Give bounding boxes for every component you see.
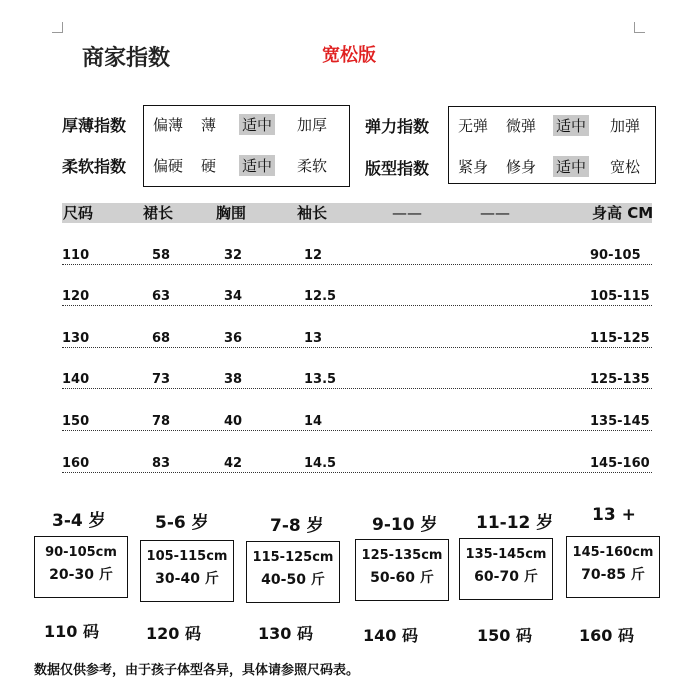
height-range: 105-115cm bbox=[146, 549, 228, 564]
cell-skirt-length: 63 bbox=[152, 289, 171, 304]
cell-bust: 40 bbox=[224, 414, 243, 429]
row-dotted-divider bbox=[62, 472, 652, 473]
weight-range: 60-70 斤 bbox=[474, 569, 538, 585]
header-size: 尺码 bbox=[63, 204, 94, 222]
size-code: 110 码 bbox=[44, 622, 99, 641]
age-size-box bbox=[459, 538, 553, 600]
cell-sleeve-length: 12.5 bbox=[304, 289, 337, 304]
cell-size: 140 bbox=[62, 372, 90, 387]
row-dotted-divider bbox=[62, 388, 652, 389]
cell-sleeve-length: 12 bbox=[304, 248, 323, 263]
elasticity-option-selected: 适中 bbox=[553, 115, 589, 136]
cell-sleeve-length: 13.5 bbox=[304, 372, 337, 387]
cell-size: 150 bbox=[62, 414, 90, 429]
size-code: 150 码 bbox=[477, 626, 532, 645]
height-range: 145-160cm bbox=[572, 545, 654, 560]
age-size-box bbox=[566, 536, 660, 598]
row-dotted-divider bbox=[62, 264, 652, 265]
fit-option: 紧身 bbox=[458, 158, 489, 176]
header-height: 身高 CM bbox=[592, 204, 654, 222]
elasticity-option: 加弹 bbox=[610, 117, 641, 135]
softness-option-selected: 适中 bbox=[239, 155, 275, 176]
cell-sleeve-length: 14.5 bbox=[304, 456, 337, 471]
cell-skirt-length: 78 bbox=[152, 414, 171, 429]
cell-bust: 38 bbox=[224, 372, 243, 387]
elasticity-option: 无弹 bbox=[458, 117, 489, 135]
cell-bust: 32 bbox=[224, 248, 243, 263]
weight-range: 30-40 斤 bbox=[155, 571, 219, 587]
page-title: 商家指数 bbox=[82, 45, 171, 71]
thickness-option-selected: 适中 bbox=[239, 114, 275, 135]
fit-badge: 宽松版 bbox=[322, 45, 376, 66]
cell-height: 145-160 bbox=[590, 456, 650, 471]
cell-height: 135-145 bbox=[590, 414, 650, 429]
cell-height: 115-125 bbox=[590, 331, 650, 346]
disclaimer-note: 数据仅供参考，由于孩子体型各异，具体请参照尺码表。 bbox=[34, 663, 360, 678]
height-range: 90-105cm bbox=[45, 545, 117, 560]
elasticity-index-label: 弹力指数 bbox=[365, 117, 430, 136]
row-dotted-divider bbox=[62, 430, 652, 431]
fit-option: 宽松 bbox=[610, 158, 641, 176]
size-code: 130 码 bbox=[258, 624, 313, 643]
cell-bust: 36 bbox=[224, 331, 243, 346]
weight-range: 40-50 斤 bbox=[261, 572, 325, 588]
age-size-box bbox=[140, 540, 234, 602]
age-label: 5-6 岁 bbox=[155, 513, 209, 533]
softness-option: 柔软 bbox=[297, 157, 328, 175]
age-size-box bbox=[355, 539, 449, 601]
weight-range: 50-60 斤 bbox=[370, 570, 434, 586]
height-range: 125-135cm bbox=[361, 548, 443, 563]
age-label: 13 + bbox=[592, 505, 636, 525]
age-label: 7-8 岁 bbox=[270, 516, 324, 536]
row-dotted-divider bbox=[62, 347, 652, 348]
cell-height: 90-105 bbox=[590, 248, 641, 263]
row-dotted-divider bbox=[62, 305, 652, 306]
header-empty-column: —— bbox=[392, 204, 422, 222]
thickness-option: 偏薄 bbox=[153, 116, 184, 134]
page-corner-mark bbox=[634, 22, 645, 33]
thickness-index-label: 厚薄指数 bbox=[62, 116, 127, 135]
cell-size: 110 bbox=[62, 248, 90, 263]
size-code: 120 码 bbox=[146, 624, 201, 643]
thickness-option: 薄 bbox=[201, 116, 217, 134]
header-empty-column: —— bbox=[480, 204, 510, 222]
weight-range: 70-85 斤 bbox=[581, 567, 645, 583]
thickness-option: 加厚 bbox=[297, 116, 328, 134]
page-corner-mark bbox=[52, 22, 63, 33]
weight-range: 20-30 斤 bbox=[49, 567, 113, 583]
header-skirt-length: 裙长 bbox=[143, 204, 174, 222]
fit-option: 修身 bbox=[506, 158, 537, 176]
softness-option: 偏硬 bbox=[153, 157, 184, 175]
cell-size: 160 bbox=[62, 456, 90, 471]
age-label: 11-12 岁 bbox=[476, 513, 554, 533]
age-size-box bbox=[34, 536, 128, 598]
cell-bust: 34 bbox=[224, 289, 243, 304]
age-label: 3-4 岁 bbox=[52, 511, 106, 531]
cell-skirt-length: 58 bbox=[152, 248, 171, 263]
age-label: 9-10 岁 bbox=[372, 515, 438, 535]
cell-height: 125-135 bbox=[590, 372, 650, 387]
cell-sleeve-length: 13 bbox=[304, 331, 323, 346]
header-bust: 胸围 bbox=[216, 204, 247, 222]
size-code: 140 码 bbox=[363, 626, 418, 645]
height-range: 115-125cm bbox=[252, 550, 334, 565]
cell-sleeve-length: 14 bbox=[304, 414, 323, 429]
cell-height: 105-115 bbox=[590, 289, 650, 304]
height-range: 135-145cm bbox=[465, 547, 547, 562]
softness-option: 硬 bbox=[201, 157, 217, 175]
age-size-box bbox=[246, 541, 340, 603]
header-sleeve-length: 袖长 bbox=[297, 204, 328, 222]
fit-option-selected: 适中 bbox=[553, 156, 589, 177]
elasticity-option: 微弹 bbox=[506, 117, 537, 135]
softness-index-label: 柔软指数 bbox=[62, 157, 127, 176]
cell-skirt-length: 73 bbox=[152, 372, 171, 387]
cell-size: 130 bbox=[62, 331, 90, 346]
cell-skirt-length: 83 bbox=[152, 456, 171, 471]
cell-size: 120 bbox=[62, 289, 90, 304]
size-code: 160 码 bbox=[579, 626, 634, 645]
cell-bust: 42 bbox=[224, 456, 243, 471]
fit-index-label: 版型指数 bbox=[365, 159, 430, 178]
cell-skirt-length: 68 bbox=[152, 331, 171, 346]
